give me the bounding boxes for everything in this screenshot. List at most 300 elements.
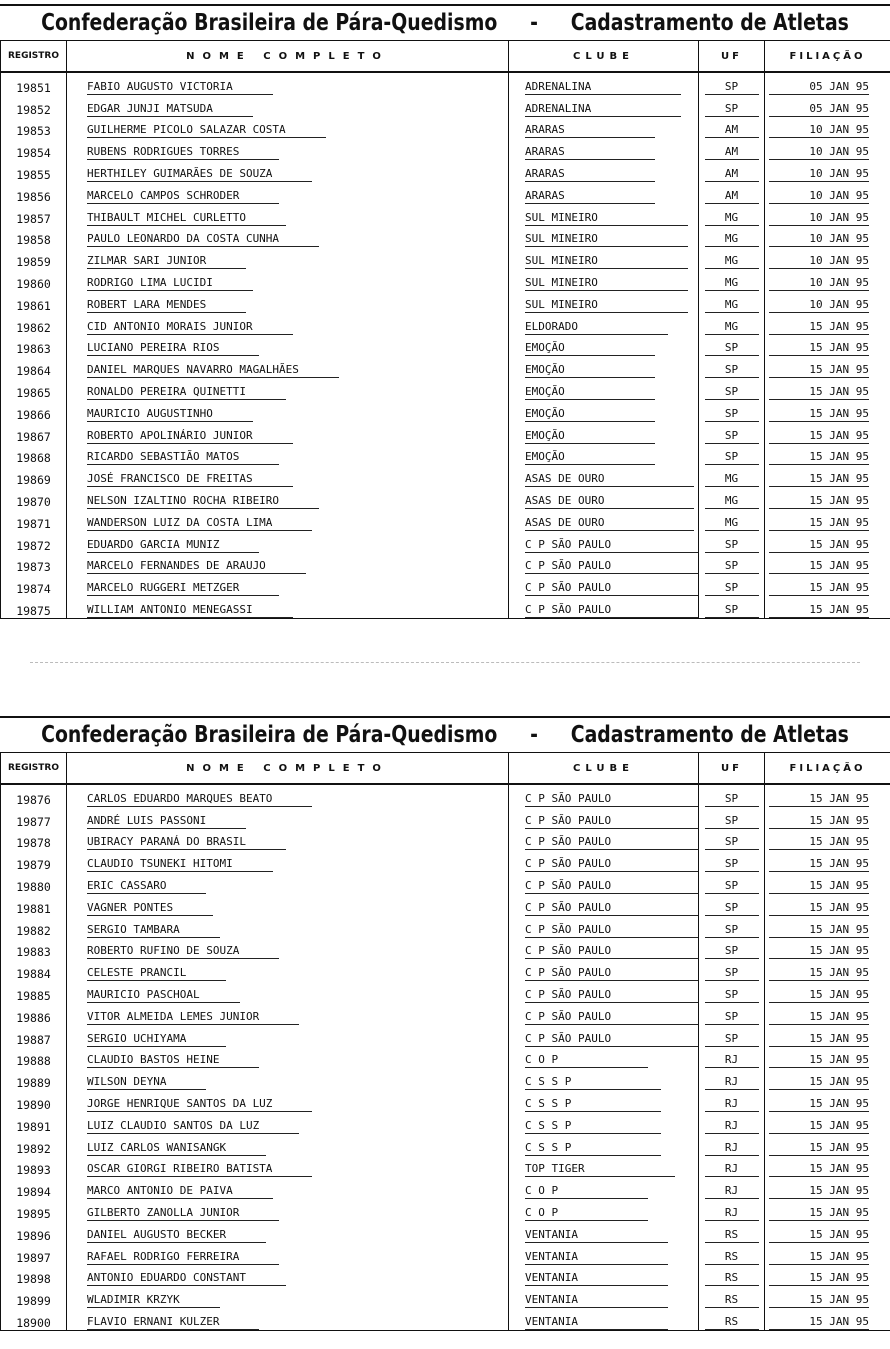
- filiacao-cell-text: 15 JAN 95: [769, 1097, 869, 1112]
- nome-cell: [67, 182, 509, 204]
- uf-cell: [699, 531, 765, 553]
- uf-cell: [699, 335, 765, 357]
- table-row: [1, 509, 890, 531]
- uf-cell: [699, 226, 765, 248]
- filiacao-cell-text: 10 JAN 95: [769, 298, 869, 313]
- table-row: [1, 1243, 890, 1265]
- nome-cell-text: ERIC CASSARO: [87, 879, 206, 894]
- uf-cell-text: SP: [705, 857, 759, 872]
- nome-cell-text: WILSON DEYNA: [87, 1075, 206, 1090]
- table-row: [1, 291, 890, 313]
- clube-cell: [509, 95, 699, 117]
- clube-cell: [509, 72, 699, 95]
- uf-cell-text: AM: [705, 189, 759, 204]
- uf-cell: [699, 204, 765, 226]
- registro-cell: 19889: [1, 1068, 67, 1090]
- uf-cell-text: MG: [705, 232, 759, 247]
- nome-cell-text: OSCAR GIORGI RIBEIRO BATISTA: [87, 1162, 312, 1177]
- clube-cell-text: C P SÃO PAULO: [525, 835, 699, 850]
- nome-cell: [67, 1308, 509, 1330]
- filiacao-cell: [765, 1003, 890, 1025]
- clube-cell: [509, 335, 699, 357]
- uf-cell-text: MG: [705, 494, 759, 509]
- uf-cell: [699, 553, 765, 575]
- nome-cell: [67, 335, 509, 357]
- nome-cell-text: CELESTE PRANCIL: [87, 966, 226, 981]
- uf-cell-text: RJ: [705, 1097, 759, 1112]
- clube-cell-text: EMOÇÃO: [525, 341, 655, 356]
- clube-cell-text: C S S P: [525, 1141, 661, 1156]
- clube-cell-text: ARARAS: [525, 189, 655, 204]
- uf-cell: [699, 160, 765, 182]
- uf-cell: [699, 465, 765, 487]
- filiacao-cell: [765, 291, 890, 313]
- table-row: [1, 574, 890, 596]
- filiacao-cell-text: 10 JAN 95: [769, 254, 869, 269]
- filiacao-cell: [765, 1025, 890, 1047]
- athlete-registry-sheet-2: [0, 716, 890, 1331]
- clube-cell-text: C P SÃO PAULO: [525, 581, 699, 596]
- registro-cell: 19896: [1, 1221, 67, 1243]
- filiacao-cell-text: 15 JAN 95: [769, 385, 869, 400]
- uf-cell: [699, 916, 765, 938]
- nome-cell-text: RONALDO PEREIRA QUINETTI: [87, 385, 286, 400]
- nome-cell: [67, 1025, 509, 1047]
- uf-cell-text: MG: [705, 472, 759, 487]
- clube-cell: [509, 1047, 699, 1069]
- column-header-uf: UF: [699, 41, 765, 73]
- nome-cell-text: LUCIANO PEREIRA RIOS: [87, 341, 259, 356]
- registro-cell: 19869: [1, 465, 67, 487]
- filiacao-cell: [765, 247, 890, 269]
- nome-cell: [67, 422, 509, 444]
- clube-cell: [509, 487, 699, 509]
- uf-cell-text: MG: [705, 320, 759, 335]
- uf-cell-text: SP: [705, 901, 759, 916]
- filiacao-cell: [765, 1068, 890, 1090]
- table-row: [1, 72, 890, 95]
- uf-cell-text: MG: [705, 254, 759, 269]
- uf-cell: [699, 872, 765, 894]
- nome-cell: [67, 959, 509, 981]
- clube-cell-text: VENTANIA: [525, 1271, 668, 1286]
- registro-cell: 19853: [1, 117, 67, 139]
- nome-cell-text: ANDRÉ LUIS PASSONI: [87, 814, 246, 829]
- filiacao-cell: [765, 938, 890, 960]
- filiacao-cell-text: 15 JAN 95: [769, 538, 869, 553]
- nome-cell-text: LUIZ CLAUDIO SANTOS DA LUZ: [87, 1119, 299, 1134]
- uf-cell-text: SP: [705, 363, 759, 378]
- filiacao-cell: [765, 72, 890, 95]
- clube-cell-text: SUL MINEIRO: [525, 211, 688, 226]
- nome-cell: [67, 204, 509, 226]
- uf-cell: [699, 1308, 765, 1330]
- uf-cell-text: RJ: [705, 1141, 759, 1156]
- clube-cell-text: SUL MINEIRO: [525, 232, 688, 247]
- filiacao-cell: [765, 531, 890, 553]
- nome-cell: [67, 784, 509, 807]
- nome-cell-text: THIBAULT MICHEL CURLETTO: [87, 211, 286, 226]
- nome-cell: [67, 226, 509, 248]
- filiacao-cell-text: 15 JAN 95: [769, 341, 869, 356]
- nome-cell-text: WANDERSON LUIZ DA COSTA LIMA: [87, 516, 312, 531]
- uf-cell: [699, 1265, 765, 1287]
- filiacao-cell: [765, 1090, 890, 1112]
- column-header-registro: REGISTRO: [1, 41, 67, 73]
- registro-cell: 19866: [1, 400, 67, 422]
- clube-cell: [509, 509, 699, 531]
- table-row: [1, 1025, 890, 1047]
- table-row: [1, 117, 890, 139]
- filiacao-cell: [765, 444, 890, 466]
- clube-cell: [509, 531, 699, 553]
- nome-cell: [67, 553, 509, 575]
- filiacao-cell: [765, 872, 890, 894]
- uf-cell-text: MG: [705, 276, 759, 291]
- filiacao-cell: [765, 1112, 890, 1134]
- clube-cell: [509, 894, 699, 916]
- clube-cell-text: C O P: [525, 1206, 648, 1221]
- filiacao-cell-text: 15 JAN 95: [769, 1075, 869, 1090]
- registro-cell: 19881: [1, 894, 67, 916]
- clube-cell-text: EMOÇÃO: [525, 363, 655, 378]
- uf-cell-text: SP: [705, 814, 759, 829]
- uf-cell: [699, 1047, 765, 1069]
- uf-cell-text: RS: [705, 1315, 759, 1330]
- clube-cell: [509, 784, 699, 807]
- registro-cell: 18900: [1, 1308, 67, 1330]
- clube-cell-text: SUL MINEIRO: [525, 276, 688, 291]
- nome-cell-text: RUBENS RODRIGUES TORRES: [87, 145, 279, 160]
- clube-cell: [509, 1199, 699, 1221]
- clube-cell: [509, 1090, 699, 1112]
- nome-cell: [67, 916, 509, 938]
- clube-cell-text: C P SÃO PAULO: [525, 879, 699, 894]
- clube-cell: [509, 1286, 699, 1308]
- table-row: [1, 1134, 890, 1156]
- column-header-clube: CLUBE: [509, 41, 699, 73]
- uf-cell: [699, 247, 765, 269]
- nome-cell-text: GILBERTO ZANOLLA JUNIOR: [87, 1206, 279, 1221]
- table-row: [1, 916, 890, 938]
- clube-cell: [509, 356, 699, 378]
- nome-cell: [67, 872, 509, 894]
- filiacao-cell-text: 15 JAN 95: [769, 1141, 869, 1156]
- registro-cell: 19851: [1, 72, 67, 95]
- clube-cell-text: C P SÃO PAULO: [525, 923, 699, 938]
- document-title: [41, 6, 849, 40]
- nome-cell-text: HERTHILEY GUIMARÃES DE SOUZA: [87, 167, 312, 182]
- clube-cell-text: EMOÇÃO: [525, 429, 655, 444]
- filiacao-cell-text: 15 JAN 95: [769, 988, 869, 1003]
- registro-cell: 19862: [1, 313, 67, 335]
- uf-cell-text: SP: [705, 559, 759, 574]
- nome-cell: [67, 807, 509, 829]
- clube-cell-text: EMOÇÃO: [525, 450, 655, 465]
- nome-cell-text: MARCELO CAMPOS SCHRODER: [87, 189, 279, 204]
- registro-cell: 19861: [1, 291, 67, 313]
- nome-cell-text: FABIO AUGUSTO VICTORIA: [87, 80, 273, 95]
- registro-cell: 19880: [1, 872, 67, 894]
- clube-cell: [509, 1134, 699, 1156]
- clube-cell-text: ASAS DE OURO: [525, 472, 694, 487]
- table-row: [1, 1199, 890, 1221]
- uf-cell-text: SP: [705, 341, 759, 356]
- filiacao-cell-text: 10 JAN 95: [769, 232, 869, 247]
- uf-cell-text: SP: [705, 385, 759, 400]
- filiacao-cell-text: 15 JAN 95: [769, 1184, 869, 1199]
- uf-cell-text: SP: [705, 429, 759, 444]
- clube-cell-text: ADRENALINA: [525, 102, 681, 117]
- clube-cell: [509, 574, 699, 596]
- uf-cell-text: SP: [705, 581, 759, 596]
- table-row: [1, 1156, 890, 1178]
- nome-cell: [67, 1177, 509, 1199]
- filiacao-cell: [765, 1156, 890, 1178]
- filiacao-cell: [765, 117, 890, 139]
- nome-cell-text: EDUARDO GARCIA MUNIZ: [87, 538, 259, 553]
- column-header-nome: NOME COMPLETO: [67, 41, 509, 73]
- registro-cell: 19882: [1, 916, 67, 938]
- table-body: [1, 72, 890, 618]
- clube-cell: [509, 182, 699, 204]
- uf-cell-text: SP: [705, 988, 759, 1003]
- filiacao-cell: [765, 1265, 890, 1287]
- uf-cell: [699, 356, 765, 378]
- clube-cell: [509, 553, 699, 575]
- uf-cell: [699, 378, 765, 400]
- registro-cell: 19860: [1, 269, 67, 291]
- nome-cell: [67, 938, 509, 960]
- table-row: [1, 1003, 890, 1025]
- uf-cell-text: AM: [705, 123, 759, 138]
- uf-cell-text: RJ: [705, 1206, 759, 1221]
- nome-cell: [67, 829, 509, 851]
- uf-cell-text: SP: [705, 966, 759, 981]
- clube-cell: [509, 850, 699, 872]
- table-row: [1, 531, 890, 553]
- table-row: [1, 444, 890, 466]
- nome-cell-text: GUILHERME PICOLO SALAZAR COSTA: [87, 123, 326, 138]
- filiacao-cell: [765, 1286, 890, 1308]
- column-header-uf: UF: [699, 753, 765, 785]
- filiacao-cell: [765, 226, 890, 248]
- title-separator: -: [530, 722, 538, 748]
- table-row: [1, 784, 890, 807]
- table-row: [1, 1221, 890, 1243]
- clube-cell-text: ARARAS: [525, 167, 655, 182]
- nome-cell: [67, 509, 509, 531]
- filiacao-cell-text: 15 JAN 95: [769, 363, 869, 378]
- registro-cell: 19876: [1, 784, 67, 807]
- nome-cell-text: ROBERT LARA MENDES: [87, 298, 246, 313]
- clube-cell: [509, 1177, 699, 1199]
- filiacao-cell-text: 10 JAN 95: [769, 276, 869, 291]
- nome-cell: [67, 95, 509, 117]
- nome-cell: [67, 1199, 509, 1221]
- nome-cell: [67, 247, 509, 269]
- clube-cell-text: C S S P: [525, 1075, 661, 1090]
- clube-cell: [509, 204, 699, 226]
- filiacao-cell: [765, 182, 890, 204]
- clube-cell-text: EMOÇÃO: [525, 385, 655, 400]
- nome-cell: [67, 1047, 509, 1069]
- clube-cell-text: C P SÃO PAULO: [525, 901, 699, 916]
- clube-cell: [509, 313, 699, 335]
- page-divider: [30, 662, 860, 663]
- nome-cell: [67, 400, 509, 422]
- nome-cell-text: EDGAR JUNJI MATSUDA: [87, 102, 253, 117]
- table-body: [1, 784, 890, 1330]
- filiacao-cell-text: 15 JAN 95: [769, 966, 869, 981]
- uf-cell: [699, 1090, 765, 1112]
- uf-cell: [699, 807, 765, 829]
- registro-cell: 19884: [1, 959, 67, 981]
- nome-cell-text: LUIZ CARLOS WANISANGK: [87, 1141, 266, 1156]
- nome-cell: [67, 72, 509, 95]
- uf-cell-text: SP: [705, 407, 759, 422]
- clube-cell-text: C P SÃO PAULO: [525, 966, 699, 981]
- clube-cell: [509, 160, 699, 182]
- uf-cell-text: RJ: [705, 1053, 759, 1068]
- table-row: [1, 487, 890, 509]
- clube-cell: [509, 1068, 699, 1090]
- clube-cell: [509, 465, 699, 487]
- uf-cell-text: RJ: [705, 1075, 759, 1090]
- filiacao-cell: [765, 1134, 890, 1156]
- filiacao-cell: [765, 1221, 890, 1243]
- table-row: [1, 1112, 890, 1134]
- table-row: [1, 138, 890, 160]
- registro-cell: 19890: [1, 1090, 67, 1112]
- clube-cell: [509, 138, 699, 160]
- filiacao-cell: [765, 138, 890, 160]
- registry-table: [0, 752, 890, 1331]
- table-row: [1, 313, 890, 335]
- nome-cell-text: WILLIAM ANTONIO MENEGASSI: [87, 603, 293, 618]
- filiacao-cell-text: 15 JAN 95: [769, 857, 869, 872]
- clube-cell: [509, 291, 699, 313]
- registro-cell: 19872: [1, 531, 67, 553]
- clube-cell-text: TOP TIGER: [525, 1162, 675, 1177]
- filiacao-cell-text: 15 JAN 95: [769, 1032, 869, 1047]
- clube-cell-text: EMOÇÃO: [525, 407, 655, 422]
- uf-cell-text: MG: [705, 516, 759, 531]
- filiacao-cell-text: 15 JAN 95: [769, 835, 869, 850]
- filiacao-cell: [765, 509, 890, 531]
- uf-cell: [699, 981, 765, 1003]
- uf-cell: [699, 95, 765, 117]
- registro-cell: 19885: [1, 981, 67, 1003]
- uf-cell: [699, 596, 765, 618]
- uf-cell-text: RS: [705, 1271, 759, 1286]
- filiacao-cell: [765, 574, 890, 596]
- registro-cell: 19894: [1, 1177, 67, 1199]
- table-row: [1, 1265, 890, 1287]
- clube-cell: [509, 117, 699, 139]
- nome-cell-text: MAURICIO AUGUSTINHO: [87, 407, 253, 422]
- uf-cell: [699, 1112, 765, 1134]
- uf-cell-text: RJ: [705, 1119, 759, 1134]
- registro-cell: 19886: [1, 1003, 67, 1025]
- nome-cell-text: DANIEL MARQUES NAVARRO MAGALHÃES: [87, 363, 339, 378]
- registro-cell: 19859: [1, 247, 67, 269]
- column-header-filiacao: FILIAÇÃO: [765, 753, 890, 785]
- registro-cell: 19897: [1, 1243, 67, 1265]
- clube-cell-text: ASAS DE OURO: [525, 494, 694, 509]
- nome-cell: [67, 313, 509, 335]
- uf-cell-text: RS: [705, 1250, 759, 1265]
- clube-cell-text: C P SÃO PAULO: [525, 814, 699, 829]
- nome-cell: [67, 981, 509, 1003]
- filiacao-cell: [765, 1199, 890, 1221]
- column-header-clube: CLUBE: [509, 753, 699, 785]
- filiacao-cell-text: 15 JAN 95: [769, 472, 869, 487]
- uf-cell-text: SP: [705, 80, 759, 95]
- filiacao-cell: [765, 313, 890, 335]
- filiacao-cell-text: 15 JAN 95: [769, 1228, 869, 1243]
- nome-cell: [67, 1112, 509, 1134]
- uf-cell: [699, 487, 765, 509]
- uf-cell: [699, 1286, 765, 1308]
- nome-cell-text: MARCO ANTONIO DE PAIVA: [87, 1184, 273, 1199]
- clube-cell: [509, 872, 699, 894]
- clube-cell: [509, 596, 699, 618]
- table-row: [1, 829, 890, 851]
- table-row: [1, 226, 890, 248]
- filiacao-cell: [765, 894, 890, 916]
- nome-cell-text: MARCELO RUGGERI METZGER: [87, 581, 279, 596]
- table-row: [1, 1068, 890, 1090]
- clube-cell: [509, 1112, 699, 1134]
- table-row: [1, 894, 890, 916]
- clube-cell: [509, 959, 699, 981]
- uf-cell-text: SP: [705, 944, 759, 959]
- uf-cell: [699, 422, 765, 444]
- filiacao-cell-text: 15 JAN 95: [769, 814, 869, 829]
- table-row: [1, 95, 890, 117]
- clube-cell: [509, 938, 699, 960]
- uf-cell: [699, 313, 765, 335]
- nome-cell-text: RICARDO SEBASTIÃO MATOS: [87, 450, 279, 465]
- table-row: [1, 596, 890, 618]
- document-title: [41, 718, 849, 752]
- nome-cell-text: RAFAEL RODRIGO FERREIRA: [87, 1250, 279, 1265]
- nome-cell: [67, 117, 509, 139]
- uf-cell: [699, 574, 765, 596]
- uf-cell: [699, 938, 765, 960]
- filiacao-cell: [765, 422, 890, 444]
- filiacao-cell-text: 10 JAN 95: [769, 145, 869, 160]
- filiacao-cell-text: 15 JAN 95: [769, 901, 869, 916]
- clube-cell-text: VENTANIA: [525, 1315, 668, 1330]
- table-row: [1, 938, 890, 960]
- registro-cell: 19854: [1, 138, 67, 160]
- filiacao-cell-text: 15 JAN 95: [769, 407, 869, 422]
- clube-cell-text: C P SÃO PAULO: [525, 1032, 699, 1047]
- clube-cell-text: C S S P: [525, 1097, 661, 1112]
- nome-cell: [67, 894, 509, 916]
- filiacao-cell-text: 15 JAN 95: [769, 516, 869, 531]
- column-header-registro: REGISTRO: [1, 753, 67, 785]
- nome-cell: [67, 1090, 509, 1112]
- uf-cell: [699, 269, 765, 291]
- registro-cell: 19875: [1, 596, 67, 618]
- uf-cell: [699, 400, 765, 422]
- nome-cell-text: RODRIGO LIMA LUCIDI: [87, 276, 253, 291]
- filiacao-cell-text: 15 JAN 95: [769, 320, 869, 335]
- table-row: [1, 1090, 890, 1112]
